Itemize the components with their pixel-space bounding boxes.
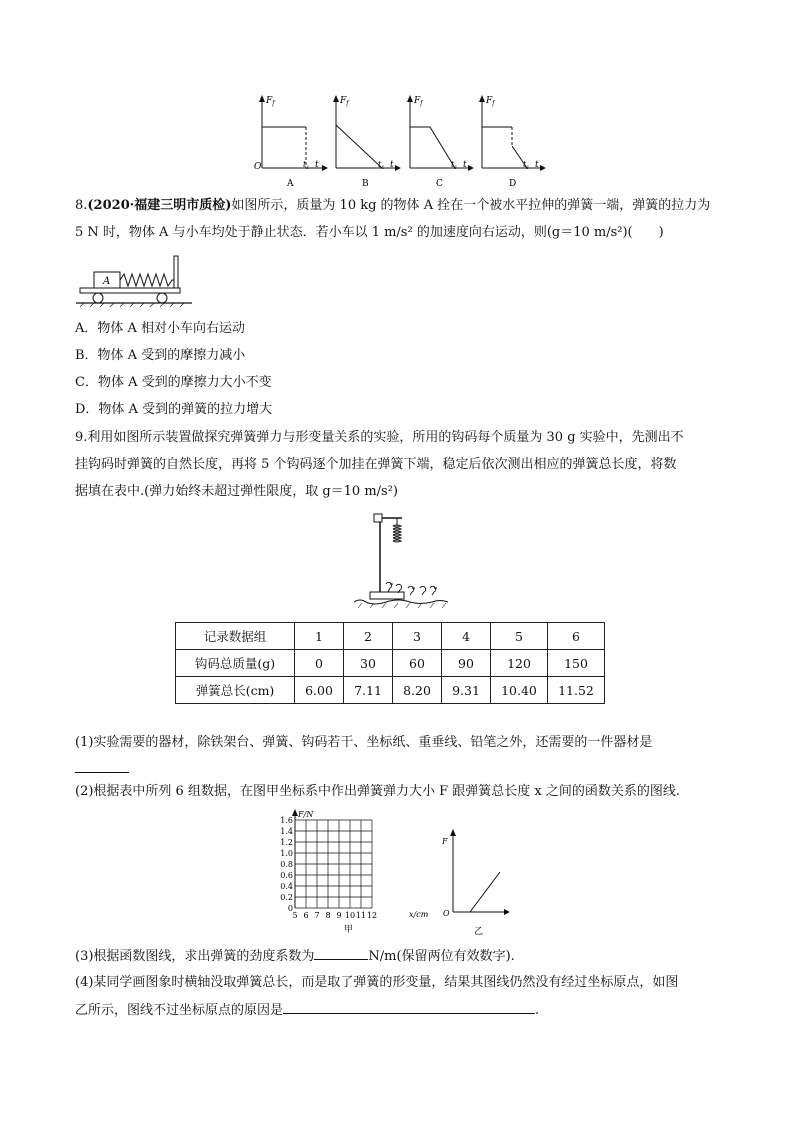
svg-text:C: C xyxy=(436,179,443,189)
y-tick-label: 0.2 xyxy=(280,893,293,902)
y-tick-label: 1.2 xyxy=(280,838,293,847)
q8-stem-line2: 5 N 时，物体 A 与小车均处于静止状态．若小车以 1 m/s² 的加速度向右运动，则(g＝10 m/s²)( ) xyxy=(75,225,664,240)
q9-sub4-line1: (4)某同学画图象时横轴没取弹簧总长，而是取了弹簧的形变量，结果其图线仍然没有经过坐标原点，如图 xyxy=(75,975,679,990)
svg-text:Ff: $F_f$ xyxy=(486,96,495,107)
q9-sub1-answer-blank[interactable] xyxy=(75,758,129,773)
svg-text:F: F xyxy=(442,837,448,846)
q9-sub3: (3)根据函数图线，求出弹簧的劲度系数为 N/m(保留两位有效数字). xyxy=(75,949,515,964)
svg-text:甲: 甲 xyxy=(344,925,354,935)
x-tick-label: 10 xyxy=(344,911,356,920)
ff-t-graphs xyxy=(250,92,550,190)
x-tick-label: 9 xyxy=(336,911,342,920)
axis-label-a: $F_f$ xyxy=(266,96,275,107)
graph-yi xyxy=(440,826,510,938)
svg-text:A: A xyxy=(287,179,294,189)
q8-option-d: D．物体 A 受到的弹簧的拉力增大 xyxy=(75,402,273,417)
q9-sub1-line1: (1)实验需要的器材，除铁架台、弹簧、钩码若干、坐标纸、重垂线、铅笔之外，还需要的一件器材是 xyxy=(75,735,653,750)
q8-option-c: C．物体 A 受到的摩擦力大小不变 xyxy=(75,375,272,390)
svg-text:t: t xyxy=(390,160,394,170)
q9-sub3-answer-blank[interactable] xyxy=(314,947,368,960)
q8-stem-line1: 8.(2020·福建三明市质检)如图所示，质量为 10 kg 的物体 A 拴在一个被水平拉伸的弹簧一端，弹簧的拉力为 xyxy=(75,198,711,213)
line-not-through-origin xyxy=(470,872,500,912)
q9-stem-line1: 9.利用如图所示装置做探究弹簧弹力与形变量关系的实验，所用的钩码每个质量为 30 g 实验中，先测出不 xyxy=(75,430,684,445)
x-tick-labels xyxy=(292,911,377,920)
svg-text:t1: $t_1$ xyxy=(303,160,310,171)
wheel-right xyxy=(157,293,167,303)
svg-text:t: t xyxy=(463,160,467,170)
cart-spring-diagram xyxy=(76,250,192,308)
data-table xyxy=(175,622,605,704)
y-tick-label: 0.4 xyxy=(280,882,293,891)
y-tick-label: 1.4 xyxy=(280,827,293,836)
svg-text:Ff: $F_f$ xyxy=(414,96,423,107)
svg-text:t: t xyxy=(535,160,539,170)
y-tick-label: 0.6 xyxy=(280,871,293,880)
cart-post xyxy=(174,256,178,290)
x-tick-label: 6 xyxy=(303,911,309,920)
q9-stem-line3: 据填在表中.(弹力始终未超过弹性限度，取 g＝10 m/s²) xyxy=(75,484,398,499)
svg-text:t1: $t_1$ xyxy=(523,160,530,171)
svg-text:t1: $t_1$ xyxy=(451,160,458,171)
x-tick-label: 8 xyxy=(325,911,331,920)
svg-text:t1: $t_1$ xyxy=(378,160,385,171)
table-row: 弹簧总长(cm) 6.00 7.11 8.20 9.31 10.40 11.52 xyxy=(176,677,605,704)
y-tick-labels xyxy=(280,816,293,913)
y-tick-label: 0 xyxy=(287,904,293,913)
svg-text:O: O xyxy=(443,909,450,918)
grid-chart-jia xyxy=(262,806,442,936)
x-tick-label: 7 xyxy=(314,911,320,920)
y-tick-label: 1.0 xyxy=(280,849,293,858)
svg-text:t: t xyxy=(315,160,319,170)
svg-text:x/cm: x/cm xyxy=(409,910,429,919)
wheel-left xyxy=(93,293,103,303)
y-tick-label: 0.8 xyxy=(280,860,293,869)
table-row: 钩码总质量(g) 0 30 60 90 120 150 xyxy=(176,650,605,677)
q9-stem-line2: 挂钩码时弹簧的自然长度，再将 5 个钩码逐个加挂在弹簧下端，稳定后依次测出相应的弹簧总长度，将数 xyxy=(75,457,677,472)
y-tick-label: 1.6 xyxy=(280,816,293,825)
table-row: 记录数据组 1 2 3 4 5 6 xyxy=(176,623,605,650)
svg-text:Ff: $F_f$ xyxy=(340,96,349,107)
stand-base xyxy=(370,592,404,599)
spring xyxy=(120,274,174,286)
q8-option-b: B．物体 A 受到的摩擦力减小 xyxy=(75,348,246,363)
iron-stand-diagram xyxy=(350,508,454,610)
x-tick-label: 12 xyxy=(366,911,378,920)
q9-sub4-answer-blank[interactable] xyxy=(283,1001,535,1014)
grid-lines xyxy=(295,820,372,908)
svg-text:F/N: F/N xyxy=(298,810,314,819)
x-tick-label: 11 xyxy=(355,911,367,920)
q9-sub4-line2: 乙所示，图线不过坐标原点的原因是 . xyxy=(75,1003,540,1018)
spring xyxy=(393,525,401,542)
x-tick-label: 5 xyxy=(292,911,298,920)
svg-text:乙: 乙 xyxy=(474,927,484,937)
svg-text:O: O xyxy=(254,162,262,172)
q8-option-a: A．物体 A 相对小车向右运动 xyxy=(75,321,246,336)
svg-text:A: A xyxy=(103,276,111,287)
cart-body xyxy=(80,288,180,293)
svg-text:D: D xyxy=(509,179,517,189)
q9-sub2: (2)根据表中所列 6 组数据，在图甲坐标系中作出弹簧弹力大小 F 跟弹簧总长度 x 之间的函数关系的图线. xyxy=(75,784,680,799)
svg-text:B: B xyxy=(362,179,369,189)
